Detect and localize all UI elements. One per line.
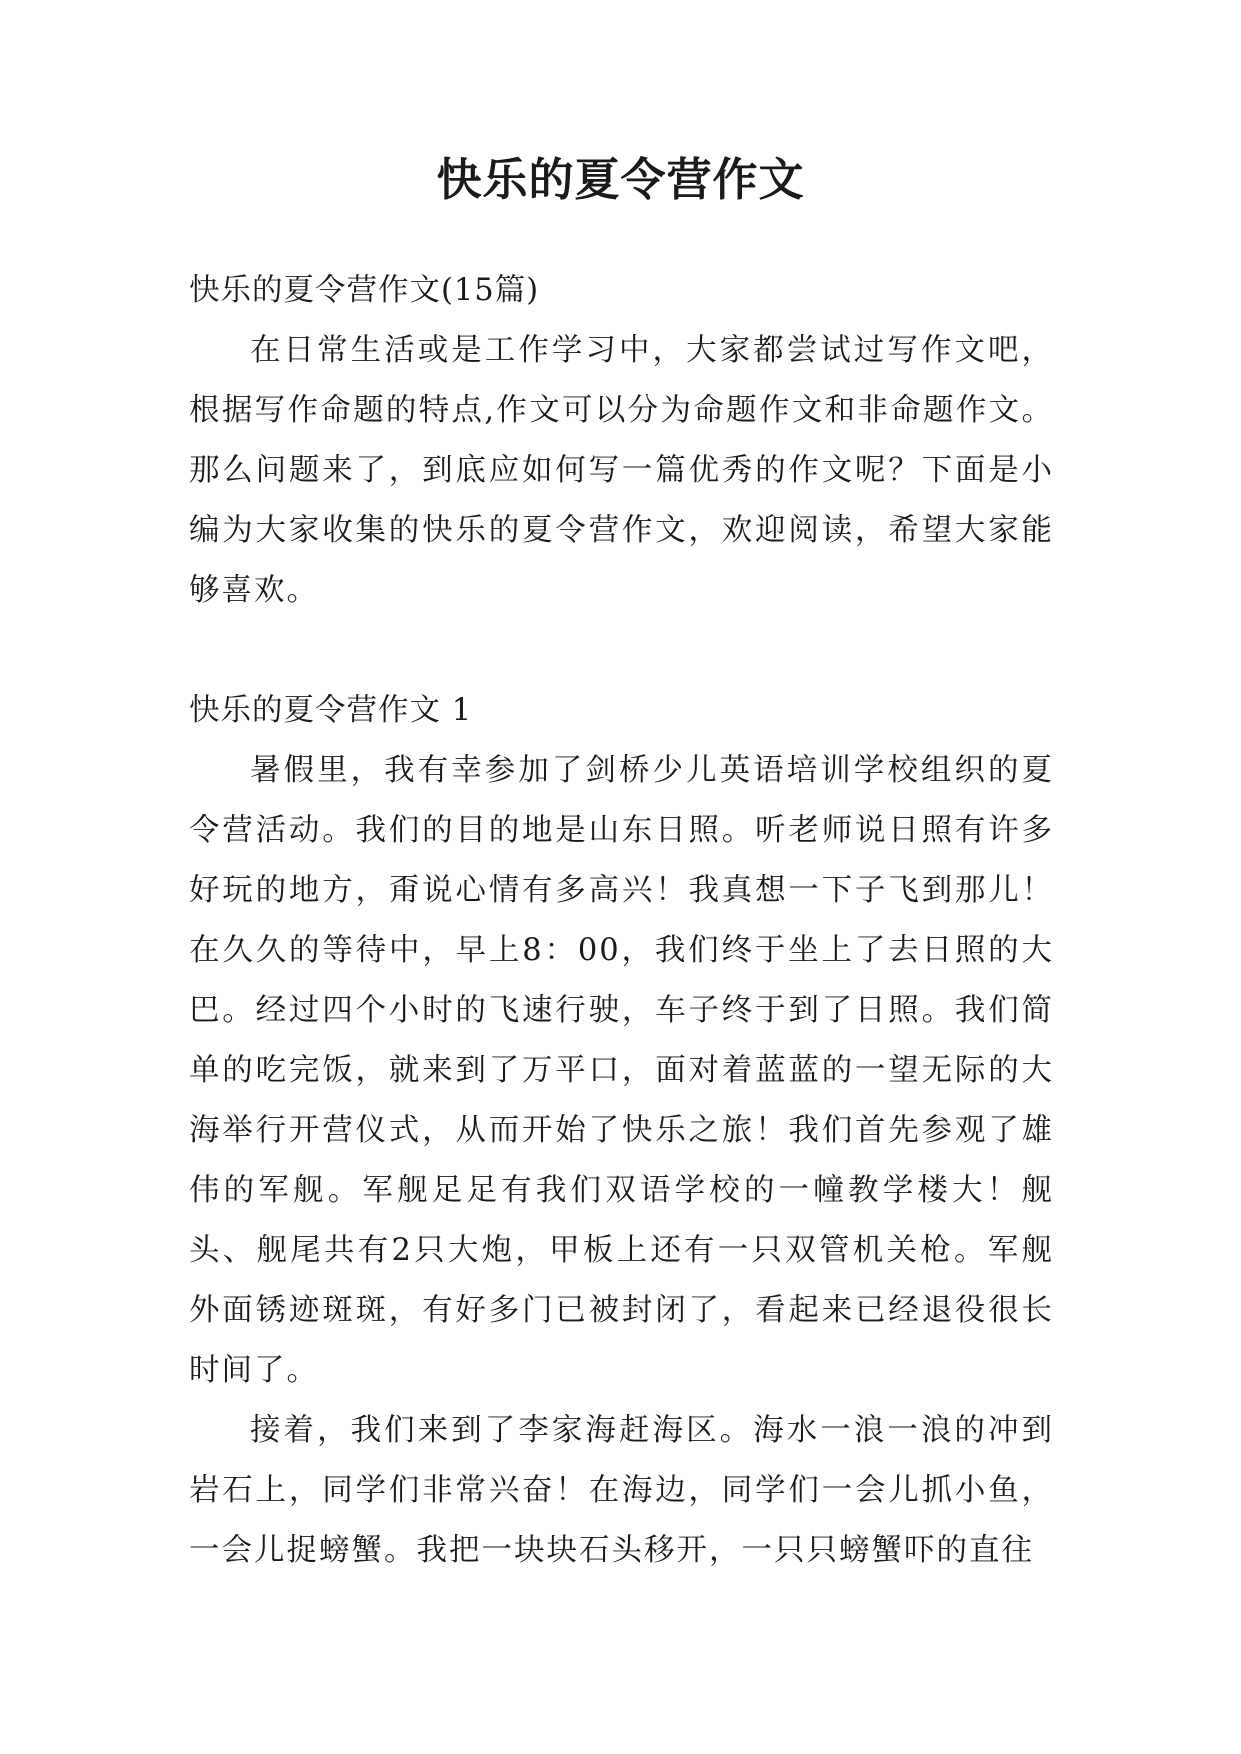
document-title: 快乐的夏令营作文 [436,153,805,206]
intro-paragraph: 在日常生活或是工作学习中，大家都尝试过写作文吧，根据写作命题的特点,作文可以分为命题作文和非命题作文。那么问题来了，到底应如何写一篇优秀的作文呢？下面是小编为大家收集的快乐的夏令营作文，欢迎阅读，希望大家能够喜欢。 [189,333,1054,608]
subtitle: 快乐的夏令营作文(15篇) [189,273,540,308]
body-paragraph: 暑假里，我有幸参加了剑桥少儿英语培训学校组织的夏令营活动。我们的目的地是山东日照。听老师说日照有许多好玩的地方，甭说心情有多高兴！我真想一下子飞到那儿！在久久的等待中，早上8：00，我们终于坐上了去日照的大巴。经过四个小时的飞速行驶，车子终于到了日照。我们简单的吃完饭，就来到了万平口，面对着蓝蓝的一望无际的大海举行开营仪式，从而开始了快乐之旅！我们首先参观了雄伟的军舰。军舰足足有我们双语学校的一幢教学楼大！舰头、舰尾共有2只大炮，甲板上还有一只双管机关枪。军舰外面锈迹斑斑，有好多门已被封闭了，看起来已经退役很长时间了。 [189,753,1054,1388]
section-heading: 快乐的夏令营作文 1 [189,693,473,728]
body-paragraph: 接着，我们来到了李家海赶海区。海水一浪一浪的冲到岩石上，同学们非常兴奋！在海边，同学们一会儿抓小鱼，一会儿捉螃蟹。我把一块块石头移开，一只只螃蟹吓的直往 [189,1413,1054,1568]
document-body [189,261,1054,1581]
